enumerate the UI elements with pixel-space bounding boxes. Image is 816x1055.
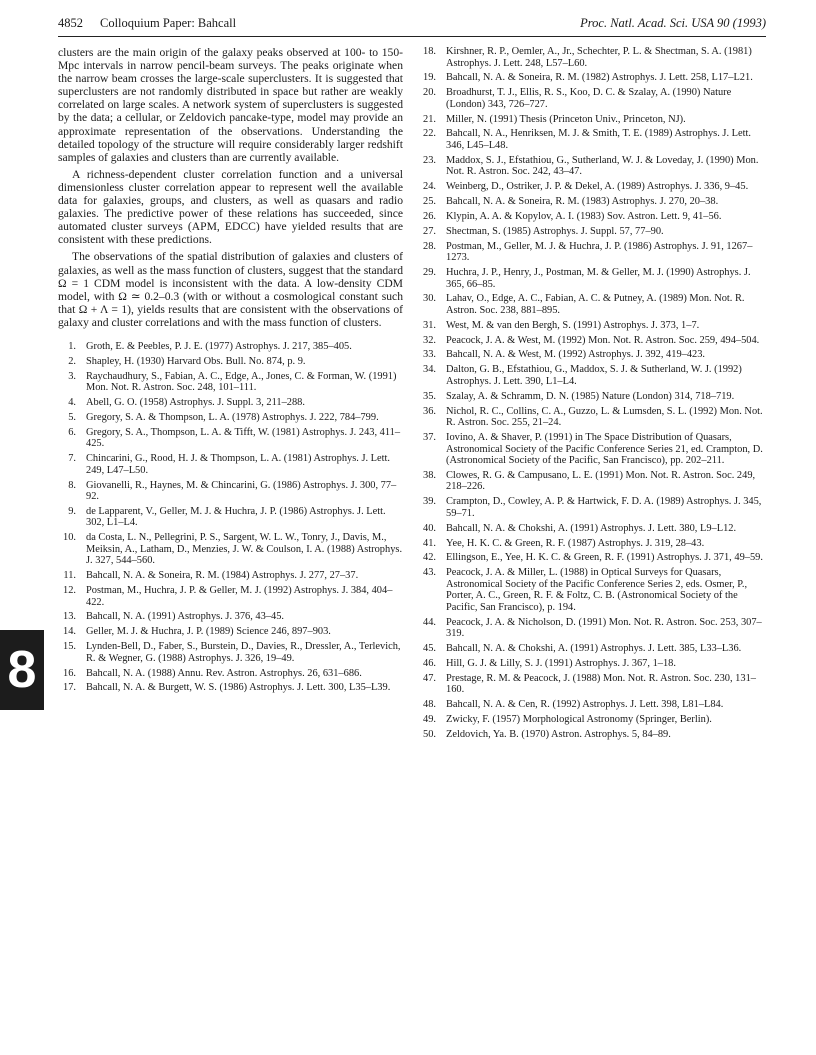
reference-number: 15. bbox=[63, 641, 76, 653]
reference-item bbox=[418, 114, 766, 126]
reference-item bbox=[418, 391, 766, 403]
reference-item bbox=[58, 371, 403, 394]
reference-text: Postman, M., Huchra, J. P. & Geller, M. J. (1992) Astrophys. J. 384, 404–422. bbox=[86, 585, 393, 608]
reference-item bbox=[418, 87, 766, 110]
reference-number: 4. bbox=[68, 397, 76, 409]
reference-text: de Lapparent, V., Geller, M. J. & Huchra, J. P. (1986) Astrophys. J. Lett. 302, L1–L4. bbox=[86, 505, 386, 529]
left-column bbox=[58, 46, 403, 697]
header-rule bbox=[58, 36, 766, 37]
reference-number: 14. bbox=[63, 626, 76, 638]
reference-number: 45. bbox=[423, 643, 436, 655]
reference-number: 20. bbox=[423, 87, 436, 99]
reference-text: Bahcall, N. A. & Soneira, R. M. (1984) Astrophys. J. 277, 27–37. bbox=[86, 570, 359, 582]
reference-text: Kirshner, R. P., Oemler, A., Jr., Schechter, P. L. & Shectman, S. A. (1981) Astrophys. J. Lett. 248, L57–L60. bbox=[446, 46, 752, 69]
reference-text: Dalton, G. B., Efstathiou, G., Maddox, S. J. & Sutherland, W. J. (1992) Astrophys. J. Lett. 390, L1–L4. bbox=[446, 364, 742, 387]
reference-text: Peacock, J. A. & Miller, L. (1988) in Optical Surveys for Quasars, Astronomical Society of the Pacific Conference Series 2, eds. Osmer, P., Porter, A. C., Green, R. F. & Foltz, C. B. (Astronomical Society of the Pacific, San Francisco), p. 194. bbox=[446, 567, 748, 613]
reference-text: Raychaudhury, S., Fabian, A. C., Edge, A., Jones, C. & Forman, W. (1991) Mon. Not. R. Astron. Soc. 248, 101–111. bbox=[86, 370, 397, 394]
reference-text: Bahcall, N. A., Henriksen, M. J. & Smith, T. E. (1989) Astrophys. J. Lett. 346, L45–L48. bbox=[446, 128, 751, 152]
reference-number: 47. bbox=[423, 672, 436, 684]
reference-text: Yee, H. K. C. & Green, R. F. (1987) Astrophys. J. 319, 28–43. bbox=[446, 537, 705, 549]
reference-item bbox=[418, 714, 766, 726]
reference-number: 11. bbox=[63, 570, 76, 582]
reference-item bbox=[418, 406, 766, 429]
reference-number: 32. bbox=[423, 334, 436, 346]
reference-item bbox=[418, 699, 766, 711]
reference-item bbox=[418, 364, 766, 387]
reference-item bbox=[58, 641, 403, 664]
reference-item bbox=[58, 427, 403, 450]
reference-item bbox=[418, 241, 766, 264]
reference-item bbox=[58, 611, 403, 623]
reference-text: Nichol, R. C., Collins, C. A., Guzzo, L. & Lumsden, S. L. (1992) Mon. Not. R. Astron. Soc. 255, 21–24. bbox=[446, 405, 763, 429]
reference-item bbox=[58, 480, 403, 503]
body-paragraph: A richness-dependent cluster correlation function and a universal dimensionless cluster correlation appear to represent well the available data for galaxies, groups, and clusters, as well as quasars and radio galaxies. The predictive power of these relations has succeeded, since automated cluster surveys (APM, EDCC) have yielded results that are consistent with these predictions. bbox=[58, 167, 403, 247]
reference-text: Prestage, R. M. & Peacock, J. (1988) Mon. Not. R. Astron. Soc. 230, 131–160. bbox=[446, 672, 756, 696]
reference-item bbox=[418, 729, 766, 741]
reference-item bbox=[58, 412, 403, 424]
reference-item bbox=[418, 267, 766, 290]
page-number: 4852 bbox=[58, 16, 83, 30]
reference-item bbox=[418, 673, 766, 696]
reference-text: Szalay, A. & Schramm, D. N. (1985) Nature (London) 314, 718–719. bbox=[446, 390, 735, 402]
reference-number: 10. bbox=[63, 532, 76, 544]
reference-text: Giovanelli, R., Haynes, M. & Chincarini, G. (1986) Astrophys. J. 300, 77–92. bbox=[86, 479, 397, 503]
reference-text: Shapley, H. (1930) Harvard Obs. Bull. No. 874, p. 9. bbox=[86, 355, 306, 367]
reference-text: Bahcall, N. A. & Chokshi, A. (1991) Astrophys. J. Lett. 385, L33–L36. bbox=[446, 643, 742, 655]
reference-item bbox=[58, 668, 403, 680]
reference-text: Bahcall, N. A. & West, M. (1992) Astrophys. J. 392, 419–423. bbox=[446, 349, 706, 361]
reference-number: 29. bbox=[423, 267, 436, 279]
reference-number: 27. bbox=[423, 225, 436, 237]
reference-text: Bahcall, N. A. & Burgett, W. S. (1986) Astrophys. J. Lett. 300, L35–L39. bbox=[86, 682, 391, 694]
reference-number: 24. bbox=[423, 181, 436, 193]
reference-text: Miller, N. (1991) Thesis (Princeton Univ., Princeton, NJ). bbox=[446, 113, 686, 125]
reference-text: Postman, M., Geller, M. J. & Huchra, J. P. (1986) Astrophys. J. 91, 1267–1273. bbox=[446, 240, 753, 264]
reference-text: Klypin, A. A. & Kopylov, A. I. (1983) Sov. Astron. Lett. 9, 41–56. bbox=[446, 210, 722, 222]
reference-number: 46. bbox=[423, 657, 436, 669]
reference-text: Lahav, O., Edge, A. C., Fabian, A. C. & Putney, A. (1989) Mon. Not. R. Astron. Soc. 238, 881–895. bbox=[446, 293, 745, 316]
reference-list-left bbox=[58, 341, 403, 694]
reference-text: Bahcall, N. A. & Soneira, R. M. (1983) Astrophys. J. 270, 20–38. bbox=[446, 196, 719, 208]
reference-list-right bbox=[418, 46, 766, 740]
reference-item bbox=[418, 538, 766, 550]
reference-item bbox=[418, 128, 766, 151]
reference-text: Clowes, R. G. & Campusano, L. E. (1991) Mon. Not. R. Astron. Soc. 249, 218–226. bbox=[446, 469, 756, 493]
reference-item bbox=[418, 617, 766, 640]
reference-text: Gregory, S. A. & Thompson, L. A. (1978) Astrophys. J. 222, 784–799. bbox=[86, 411, 379, 423]
reference-text: Bahcall, N. A. (1991) Astrophys. J. 376, 43–45. bbox=[86, 611, 284, 623]
reference-text: West, M. & van den Bergh, S. (1991) Astrophys. J. 373, 1–7. bbox=[446, 319, 700, 331]
reference-number: 16. bbox=[63, 667, 76, 679]
section-tab: 8 bbox=[0, 630, 44, 710]
reference-number: 37. bbox=[423, 431, 436, 443]
reference-text: Bahcall, N. A. & Soneira, R. M. (1982) Astrophys. J. Lett. 258, L17–L21. bbox=[446, 72, 753, 84]
reference-item bbox=[418, 643, 766, 655]
section-title: Colloquium Paper: Bahcall bbox=[100, 16, 237, 30]
reference-number: 30. bbox=[423, 293, 436, 305]
reference-item bbox=[418, 335, 766, 347]
reference-text: Huchra, J. P., Henry, J., Postman, M. & Geller, M. J. (1990) Astrophys. J. 365, 66–85. bbox=[446, 267, 751, 290]
reference-text: Hill, G. J. & Lilly, S. J. (1991) Astrophys. J. 367, 1–18. bbox=[446, 657, 676, 669]
reference-item bbox=[418, 320, 766, 332]
reference-item bbox=[418, 496, 766, 519]
reference-number: 39. bbox=[423, 496, 436, 508]
reference-number: 31. bbox=[423, 319, 436, 331]
reference-item bbox=[418, 432, 766, 467]
reference-number: 36. bbox=[423, 405, 436, 417]
reference-item bbox=[418, 46, 766, 69]
reference-number: 28. bbox=[423, 240, 436, 252]
reference-number: 35. bbox=[423, 390, 436, 402]
reference-text: Weinberg, D., Ostriker, J. P. & Dekel, A. (1989) Astrophys. J. 336, 9–45. bbox=[446, 181, 749, 193]
reference-item bbox=[418, 196, 766, 208]
reference-number: 33. bbox=[423, 349, 436, 361]
reference-text: Geller, M. J. & Huchra, J. P. (1989) Science 246, 897–903. bbox=[86, 626, 331, 638]
reference-text: Maddox, S. J., Efstathiou, G., Sutherland, W. J. & Loveday, J. (1990) Mon. Not. R. Astron. Soc. 242, 43–47. bbox=[446, 154, 759, 178]
reference-item bbox=[418, 181, 766, 193]
body-paragraph: clusters are the main origin of the galaxy peaks observed at 100- to 150-Mpc intervals in narrow pencil-beam surveys. The peaks originate when the narrow beam crosses the large-scale superclusters. It is suggested that superclusters are not randomly distributed in space but rather are weakly correlated on large scales. A network system of superclusters is suggested by the data; a cellular, or Zeldovich pancake-type, model may provide an approximate representation of the observations. Understanding the detailed topology of the structure will require considerably larger redshift samples of galaxies and clusters than are currently available. bbox=[58, 46, 403, 164]
reference-number: 13. bbox=[63, 611, 76, 623]
reference-number: 25. bbox=[423, 196, 436, 208]
reference-number: 22. bbox=[423, 128, 436, 140]
reference-number: 1. bbox=[68, 340, 76, 352]
reference-text: Crampton, D., Cowley, A. P. & Hartwick, F. D. A. (1989) Astrophys. J. 345, 59–71. bbox=[446, 496, 762, 519]
reference-text: Chincarini, G., Rood, H. J. & Thompson, L. A. (1981) Astrophys. J. Lett. 249, L47–L50. bbox=[86, 453, 391, 476]
reference-item bbox=[418, 523, 766, 535]
reference-item bbox=[418, 470, 766, 493]
reference-text: Lynden-Bell, D., Faber, S., Burstein, D., Davies, R., Dressler, A., Terlevich, R. & Wegner, G. (1988) Astrophys. J. 326, 19–49. bbox=[86, 641, 401, 664]
page-header bbox=[58, 16, 766, 34]
reference-text: Iovino, A. & Shaver, P. (1991) in The Space Distribution of Quasars, Astronomical Society of the Pacific Conference Series 21, ed. Crampton, D. (Astronomical Society of the Pacific, San Francisco), pp. 202–211. bbox=[446, 431, 763, 467]
reference-item bbox=[418, 658, 766, 670]
reference-text: Shectman, S. (1985) Astrophys. J. Suppl. 57, 77–90. bbox=[446, 225, 664, 237]
reference-item bbox=[418, 552, 766, 564]
reference-number: 26. bbox=[423, 210, 436, 222]
reference-number: 6. bbox=[68, 426, 76, 438]
reference-item bbox=[418, 349, 766, 361]
reference-number: 5. bbox=[68, 411, 76, 423]
reference-number: 9. bbox=[68, 505, 76, 517]
reference-item bbox=[418, 155, 766, 178]
right-column bbox=[418, 46, 766, 744]
reference-number: 50. bbox=[423, 728, 436, 740]
reference-item bbox=[58, 570, 403, 582]
reference-number: 23. bbox=[423, 154, 436, 166]
reference-number: 7. bbox=[68, 453, 76, 465]
reference-text: Ellingson, E., Yee, H. K. C. & Green, R. F. (1991) Astrophys. J. 371, 49–59. bbox=[446, 552, 763, 564]
reference-item bbox=[58, 341, 403, 353]
reference-text: Bahcall, N. A. (1988) Annu. Rev. Astron. Astrophys. 26, 631–686. bbox=[86, 667, 362, 679]
reference-text: da Costa, L. N., Pellegrini, P. S., Sargent, W. L. W., Tonry, J., Davis, M., Meiksin, A., Latham, D., Menzies, J. W. & Coulson, I. A. (1988) Astrophys. J. 327, 544–560. bbox=[86, 532, 403, 567]
reference-text: Bahcall, N. A. & Cen, R. (1992) Astrophys. J. Lett. 398, L81–L84. bbox=[446, 699, 724, 711]
reference-number: 2. bbox=[68, 355, 76, 367]
reference-item bbox=[58, 626, 403, 638]
reference-item bbox=[58, 585, 403, 608]
reference-item bbox=[418, 72, 766, 84]
reference-text: Zeldovich, Ya. B. (1970) Astron. Astrophys. 5, 84–89. bbox=[446, 728, 671, 740]
reference-number: 18. bbox=[423, 46, 436, 57]
reference-item bbox=[58, 682, 403, 694]
reference-number: 17. bbox=[63, 682, 76, 694]
reference-text: Bahcall, N. A. & Chokshi, A. (1991) Astrophys. J. Lett. 380, L9–L12. bbox=[446, 522, 737, 534]
reference-number: 12. bbox=[63, 585, 76, 597]
reference-number: 41. bbox=[423, 537, 436, 549]
reference-number: 21. bbox=[423, 113, 436, 125]
reference-text: Gregory, S. A., Thompson, L. A. & Tifft, W. (1981) Astrophys. J. 243, 411–425. bbox=[86, 426, 401, 450]
reference-text: Broadhurst, T. J., Ellis, R. S., Koo, D. C. & Szalay, A. (1990) Nature (London) 343, 726–727. bbox=[446, 87, 732, 110]
reference-item bbox=[58, 506, 403, 529]
reference-item bbox=[58, 356, 403, 368]
reference-text: Peacock, J. A. & Nicholson, D. (1991) Mon. Not. R. Astron. Soc. 253, 307–319. bbox=[446, 616, 762, 640]
reference-item bbox=[58, 532, 403, 567]
reference-number: 42. bbox=[423, 552, 436, 564]
reference-number: 38. bbox=[423, 469, 436, 481]
reference-number: 44. bbox=[423, 616, 436, 628]
reference-text: Groth, E. & Peebles, P. J. E. (1977) Astrophys. J. 217, 385–405. bbox=[86, 340, 352, 352]
reference-item bbox=[418, 293, 766, 316]
reference-item bbox=[418, 211, 766, 223]
reference-text: Zwicky, F. (1957) Morphological Astronomy (Springer, Berlin). bbox=[446, 714, 712, 725]
reference-number: 34. bbox=[423, 364, 436, 376]
reference-number: 40. bbox=[423, 522, 436, 534]
reference-item bbox=[58, 453, 403, 476]
reference-item bbox=[418, 567, 766, 613]
reference-number: 48. bbox=[423, 699, 436, 711]
reference-number: 43. bbox=[423, 567, 436, 579]
reference-number: 49. bbox=[423, 714, 436, 725]
reference-text: Abell, G. O. (1958) Astrophys. J. Suppl. 3, 211–288. bbox=[86, 397, 305, 409]
reference-number: 8. bbox=[68, 479, 76, 491]
reference-number: 3. bbox=[68, 370, 76, 382]
reference-item bbox=[418, 226, 766, 238]
reference-number: 19. bbox=[423, 72, 436, 84]
body-paragraph: The observations of the spatial distribution of galaxies and clusters of galaxies, as well as the mass function of clusters, suggest that the standard Ω = 1 CDM model is inconsistent with the data. A low-density CDM model, with Ω ≃ 0.2–0.3 (with or without a cosmological constant such that Ω + Λ = 1), yields results that are consistent with the observations of galaxy and cluster correlations and with the mass function of clusters. bbox=[58, 250, 403, 329]
reference-text: Peacock, J. A. & West, M. (1992) Mon. Not. R. Astron. Soc. 259, 494–504. bbox=[446, 334, 760, 346]
journal-citation: Proc. Natl. Acad. Sci. USA 90 (1993) bbox=[580, 16, 766, 30]
reference-item bbox=[58, 397, 403, 409]
